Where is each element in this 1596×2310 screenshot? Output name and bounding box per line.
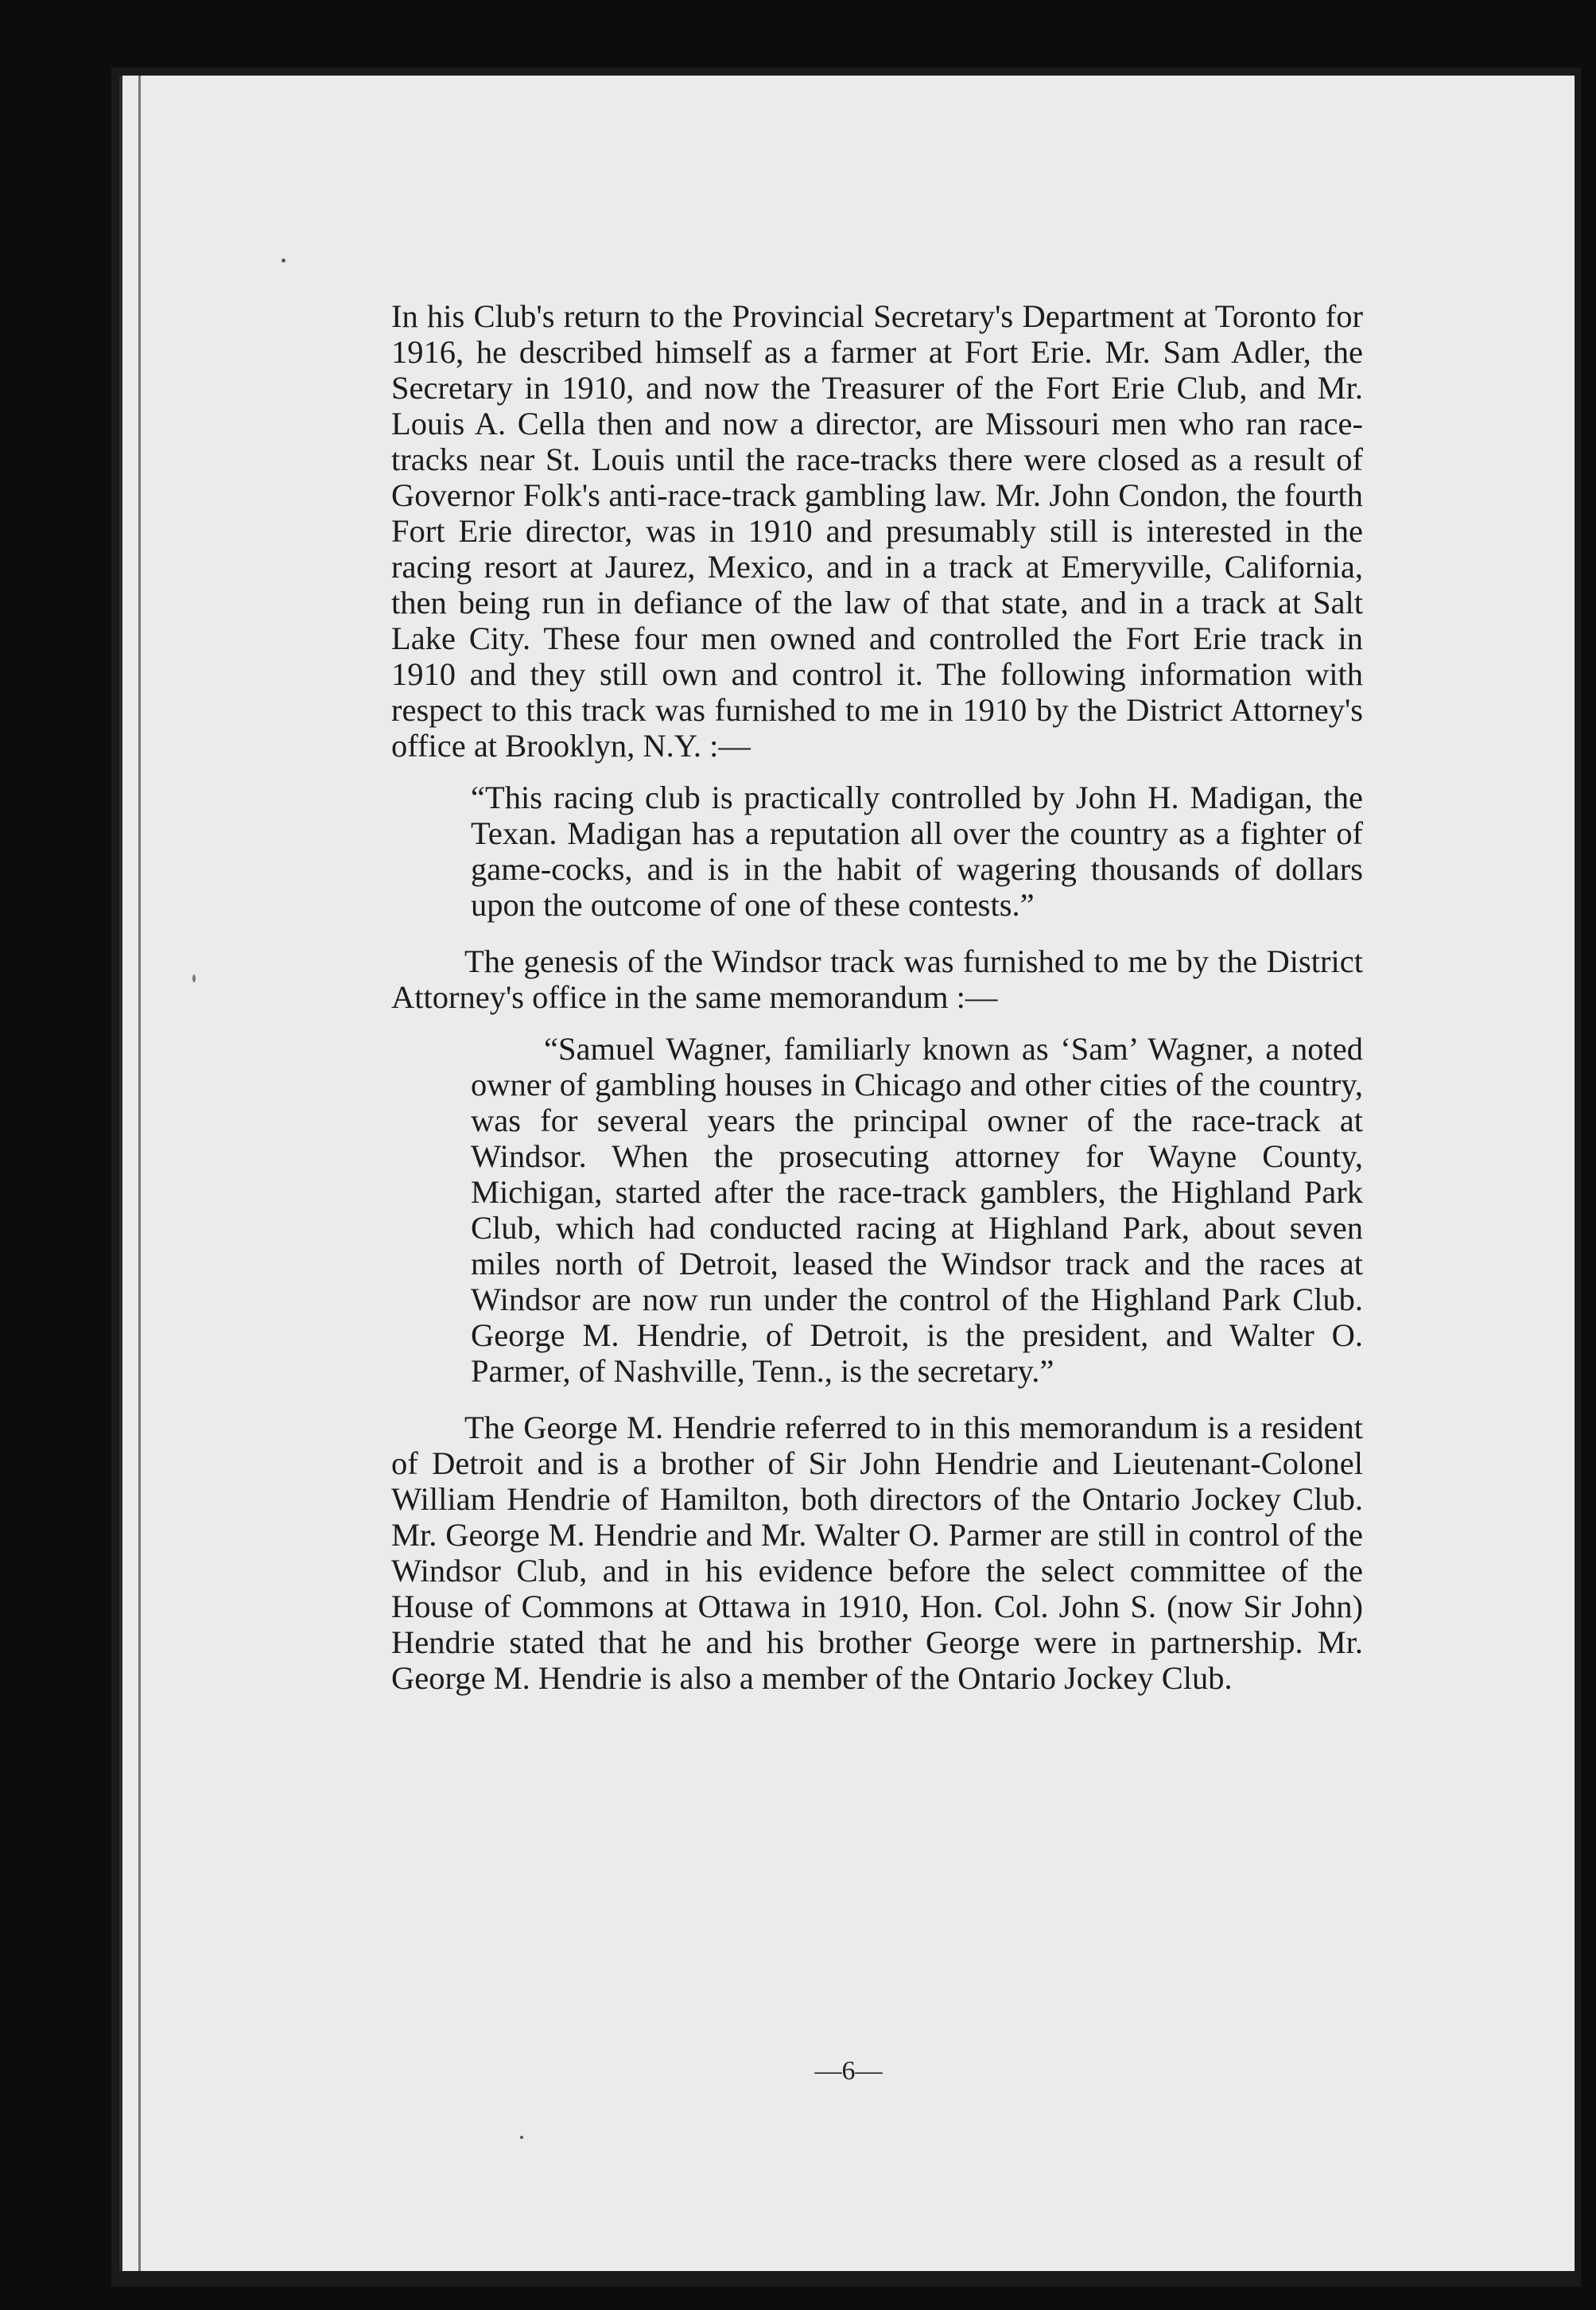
document-body (391, 298, 1363, 1696)
document-page (119, 76, 1575, 2271)
page-binding-edge (138, 76, 141, 2271)
paragraph-windsor-genesis: The genesis of the Windsor track was furnished to me by the District Attorney's office in the same memorandum :— (391, 943, 1363, 1015)
paragraph-hendrie: The George M. Hendrie referred to in this memorandum is a resident of Detroit and is a brother of Sir John Hendrie and Lieutenant-Colonel William Hendrie of Hamilton, both directors of the Ontario Jockey Club. Mr. George M. Hendrie and Mr. Walter O. Parmer are still in control of the Windsor Club, and in his evidence before the select committee of the House of Commons at Ottawa in 1910, Hon. Col. John S. (now Sir John) Hendrie stated that he and his brother George were in partnership. Mr. George M. Hendrie is also a member of the Ontario Jockey Club. (391, 1410, 1363, 1696)
scan-speck (282, 259, 285, 262)
scan-speck (520, 2136, 523, 2139)
quote-madigan: “This racing club is practically controlled by John H. Madigan, the Texan. Madigan has a reputation all over the country as a fighter of game-cocks, and is in the habit of wagering thousands of dollars upon the outcome of one of these contests.” (471, 780, 1363, 923)
paragraph-fort-erie-directors: In his Club's return to the Provincial Secretary's Department at Toronto for 1916, he described himself as a farmer at Fort Erie. Mr. Sam Adler, the Secretary in 1910, and now the Treasurer of the Fort Erie Club, and Mr. Louis A. Cella then and now a director, are Missouri men who ran race-tracks near St. Louis until the race-tracks there were closed as a result of Governor Folk's anti-race-track gambling law. Mr. John Condon, the fourth Fort Erie director, was in 1910 and presumably still is interested in the racing resort at Jaurez, Mexico, and in a track at Emeryville, California, then being run in defiance of the law of that state, and in a track at Salt Lake City. These four men owned and controlled the Fort Erie track in 1910 and they still own and control it. The following information with respect to this track was furnished to me in 1910 by the District Attorney's office at Brooklyn, N.Y. :— (391, 298, 1363, 764)
page-number: —6— (814, 2056, 883, 2086)
scan-speck (192, 974, 196, 982)
quote-wagner: “Samuel Wagner, familiarly known as ‘Sam’ Wagner, a noted owner of gambling houses in Chicago and other cities of the country, was for several years the principal owner of the race-track at Windsor. When the prosecuting attorney for Wayne County, Michigan, started after the race-track gamblers, the Highland Park Club, which had conducted racing at Highland Park, about seven miles north of Detroit, leased the Windsor track and the races at Windsor are now run under the control of the Highland Park Club. George M. Hendrie, of Detroit, is the president, and Walter O. Parmer, of Nashville, Tenn., is the secretary.” (471, 1031, 1363, 1389)
